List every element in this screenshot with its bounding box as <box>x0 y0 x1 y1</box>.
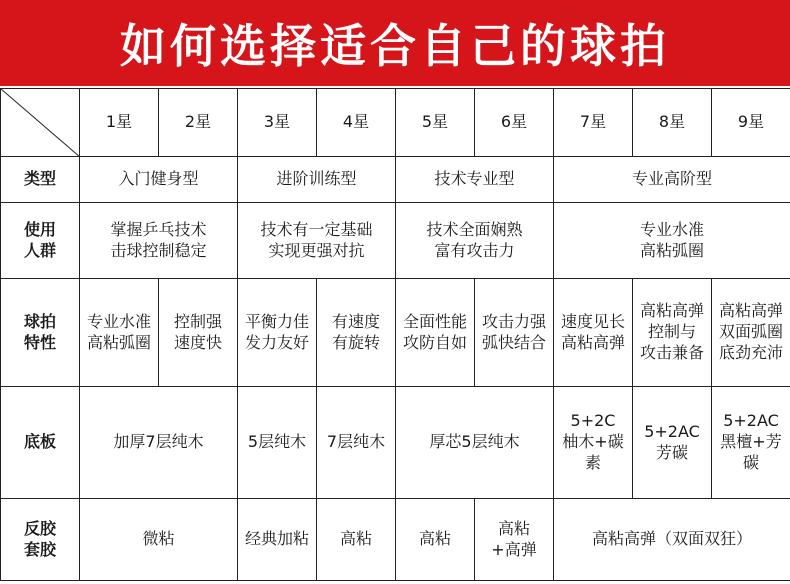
type-cell: 入门健身型 <box>80 157 238 203</box>
row-label-features: 球拍 特性 <box>1 279 80 387</box>
rubber-cell: 高粘高弹（双面双狂） <box>554 499 790 581</box>
blade-cell: 5+2C 柚木+碳 素 <box>554 387 633 499</box>
users-cell: 技术有一定基础 实现更强对抗 <box>238 203 396 279</box>
rubber-cell: 经典加粘 <box>238 499 317 581</box>
rubber-cell: 高粘 <box>317 499 396 581</box>
rubber-cell: 微粘 <box>80 499 238 581</box>
users-row <box>1 203 790 279</box>
star-6: 6星 <box>475 89 554 157</box>
type-cell: 技术专业型 <box>396 157 554 203</box>
feature-cell: 速度见长 高粘高弹 <box>554 279 633 387</box>
feature-cell: 高粘高弹 控制与 攻击兼备 <box>633 279 712 387</box>
blade-cell: 加厚7层纯木 <box>80 387 238 499</box>
type-cell: 专业高阶型 <box>554 157 790 203</box>
rubber-row <box>1 499 790 581</box>
star-header-row <box>1 89 790 157</box>
feature-cell: 高粘高弹 双面弧圈 底劲充沛 <box>712 279 790 387</box>
blade-row <box>1 387 790 499</box>
users-cell: 专业水准 高粘弧圈 <box>554 203 790 279</box>
star-3: 3星 <box>238 89 317 157</box>
feature-cell: 平衡力佳 发力友好 <box>238 279 317 387</box>
blade-cell: 7层纯木 <box>317 387 396 499</box>
star-1: 1星 <box>80 89 159 157</box>
blade-cell: 厚芯5层纯木 <box>396 387 554 499</box>
feature-cell: 有速度 有旋转 <box>317 279 396 387</box>
row-label-blade: 底板 <box>1 387 80 499</box>
blade-cell: 5层纯木 <box>238 387 317 499</box>
row-label-type: 类型 <box>1 157 80 203</box>
star-5: 5星 <box>396 89 475 157</box>
corner-cell <box>1 89 80 157</box>
features-row <box>1 279 790 387</box>
feature-cell: 全面性能 攻防自如 <box>396 279 475 387</box>
users-cell: 技术全面娴熟 富有攻击力 <box>396 203 554 279</box>
row-label-users: 使用 人群 <box>1 203 80 279</box>
feature-cell: 控制强 速度快 <box>159 279 238 387</box>
rubber-cell: 高粘 +高弹 <box>475 499 554 581</box>
diagonal-line <box>1 89 80 157</box>
star-7: 7星 <box>554 89 633 157</box>
feature-cell: 专业水准 高粘弧圈 <box>80 279 159 387</box>
blade-cell: 5+2AC 芳碳 <box>633 387 712 499</box>
racket-comparison-table <box>0 88 790 581</box>
type-row <box>1 157 790 203</box>
users-cell: 掌握乒乓技术 击球控制稳定 <box>80 203 238 279</box>
title-banner <box>0 0 790 86</box>
blade-cell: 5+2AC 黑檀+芳 碳 <box>712 387 790 499</box>
feature-cell: 攻击力强 弧快结合 <box>475 279 554 387</box>
page-title: 如何选择适合自己的球拍 <box>120 19 670 73</box>
rubber-cell: 高粘 <box>396 499 475 581</box>
star-8: 8星 <box>633 89 712 157</box>
star-2: 2星 <box>159 89 238 157</box>
type-cell: 进阶训练型 <box>238 157 396 203</box>
star-4: 4星 <box>317 89 396 157</box>
row-label-rubber: 反胶 套胶 <box>1 499 80 581</box>
star-9: 9星 <box>712 89 790 157</box>
